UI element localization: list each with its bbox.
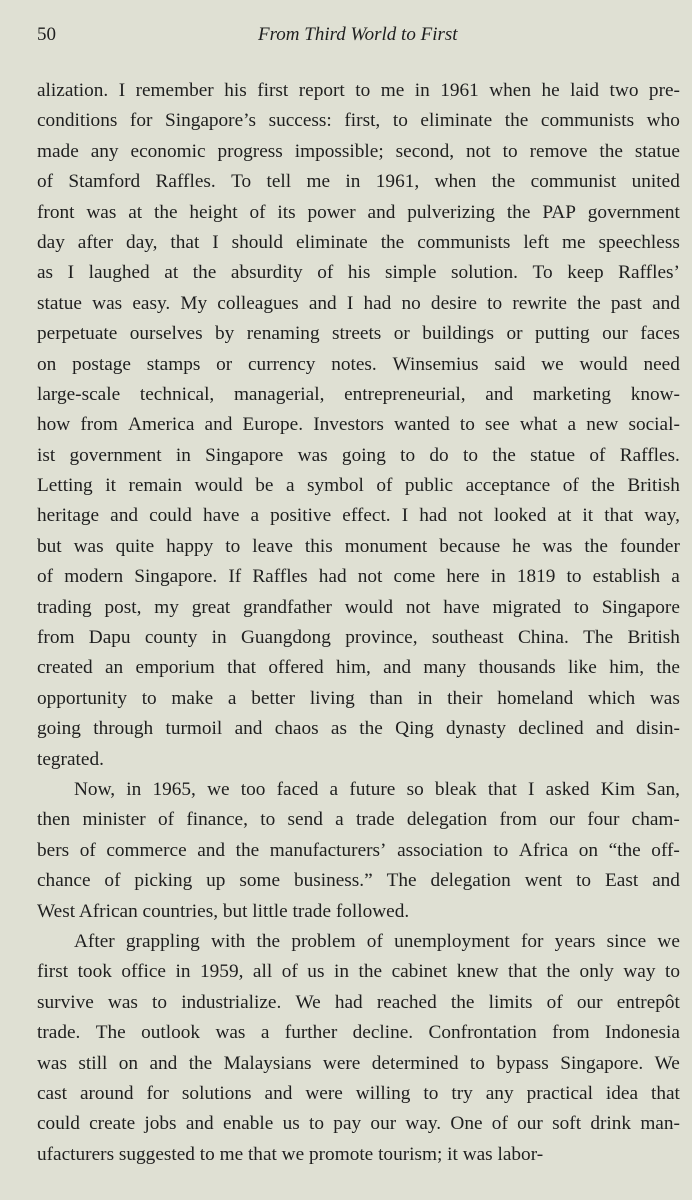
text-line: trading post, my great grandfather would not have migrated to Singapore [37,596,680,618]
text-line: tegrated. [37,748,104,770]
paragraph [37,76,680,775]
paragraph [37,775,680,927]
paragraph [37,927,680,1170]
text-line: perpetuate ourselves by renaming streets or buildings or putting our faces [37,323,680,345]
text-line: conditions for Singapore’s success: first, to eliminate the communists who [37,110,680,132]
text-line: opportunity to make a better living than in their homeland which was [37,687,680,709]
running-head [37,18,680,52]
text-line: first took office in 1959, all of us in the cabinet knew that the only way to [37,961,680,983]
text-line: from Dapu county in Guangdong province, southeast China. The British [37,627,680,649]
text-line: of modern Singapore. If Raffles had not come here in 1819 to establish a [37,566,680,588]
page-number: 50 [37,24,56,45]
text-line: statue was easy. My colleagues and I had no desire to rewrite the past and [37,292,680,314]
body-text [37,76,680,1170]
text-line: Letting it remain would be a symbol of public acceptance of the British [37,475,680,497]
text-line: heritage and could have a positive effect. I had not looked at it that way, [37,505,680,527]
text-line: was still on and the Malaysians were determined to bypass Singapore. We [37,1052,680,1074]
text-line: but was quite happy to leave this monument because he was the founder [37,535,680,557]
text-line: on postage stamps or currency notes. Winsemius said we would need [37,353,680,375]
text-line: ist government in Singapore was going to do to the statue of Raffles. [37,444,680,466]
text-line: alization. I remember his first report to me in 1961 when he laid two pre- [37,80,680,101]
text-line: Now, in 1965, we too faced a future so bleak that I asked Kim San, [74,778,680,800]
text-line: trade. The outlook was a further decline. Confrontation from Indonesia [37,1022,680,1044]
text-line: cast around for solutions and were willing to try any practical idea that [37,1082,680,1104]
text-line: going through turmoil and chaos as the Qing dynasty declined and disin- [37,718,680,740]
text-line: bers of commerce and the manufacturers’ association to Africa on “the off- [37,839,680,861]
text-line: how from America and Europe. Investors wanted to see what a new social- [37,414,680,436]
text-line: day after day, that I should eliminate the communists left me speechless [37,231,680,253]
book-title: From Third World to First [258,24,458,45]
text-line: created an emporium that offered him, and many thousands like him, the [37,657,680,679]
text-line: After grappling with the problem of unemployment for years since we [74,930,680,952]
text-line: large-scale technical, managerial, entrepreneurial, and marketing know- [37,383,680,405]
text-line: made any economic progress impossible; second, not to remove the statue [37,140,680,162]
text-line: then minister of finance, to send a trade delegation from our four cham- [37,809,680,831]
text-line: of Stamford Raffles. To tell me in 1961, when the communist united [37,171,680,193]
text-line: ufacturers suggested to me that we promote tourism; it was labor- [37,1143,544,1165]
text-line: West African countries, but little trade followed. [37,900,410,922]
text-line: chance of picking up some business.” The delegation went to East and [37,870,680,892]
text-line: could create jobs and enable us to pay our way. One of our soft drink man- [37,1113,680,1135]
text-line: front was at the height of its power and pulverizing the PAP government [37,201,680,223]
text-line: as I laughed at the absurdity of his simple solution. To keep Raffles’ [37,262,680,284]
text-line: survive was to industrialize. We had reached the limits of our entrepôt [37,991,680,1013]
